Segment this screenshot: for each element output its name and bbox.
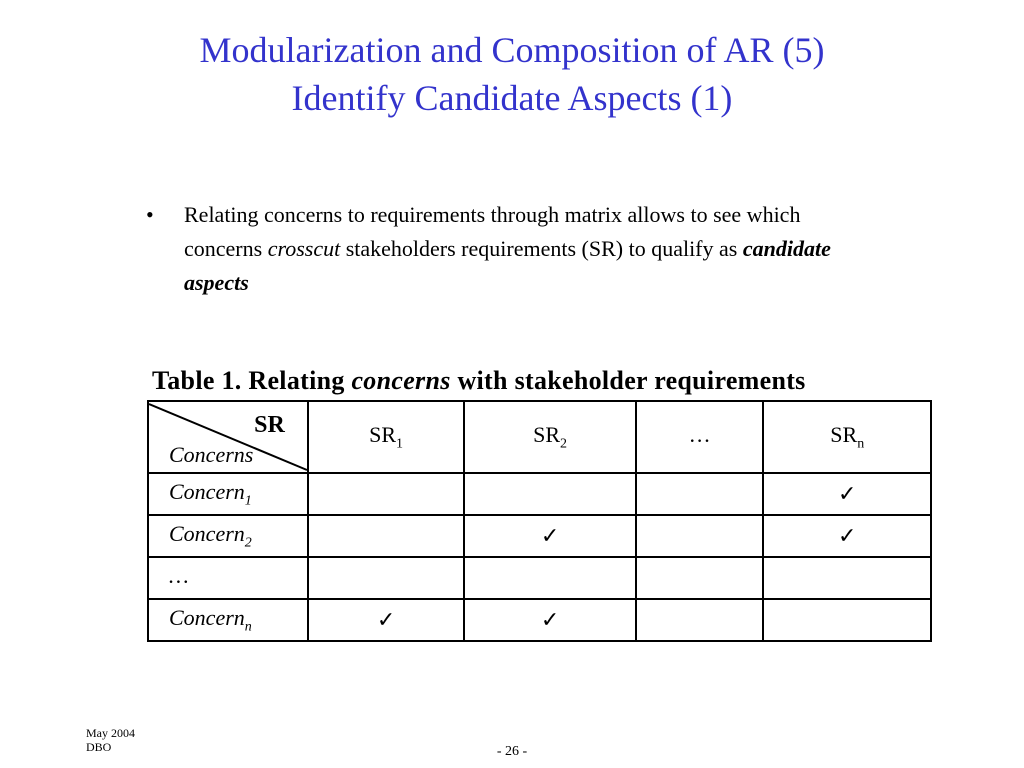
matrix-cell [308,557,465,599]
bullet-text-middle: stakeholders requirements (SR) to qualify as [340,236,743,261]
column-header-base: SR [533,421,561,447]
matrix-cell [636,599,764,641]
bullet-point [146,198,866,300]
row-header-base: Concern [169,604,245,630]
row-header-sub: 2 [244,535,252,551]
table-caption [152,366,806,396]
corner-cell [148,401,308,473]
row-header-base: … [169,562,189,588]
caption-suffix: with stakeholder requirements [450,366,806,395]
row-header-base: Concern [169,478,245,504]
column-header-sub: n [857,436,865,452]
matrix-cell [636,473,764,515]
row-header-sub: n [244,619,252,635]
title-line-2: Identify Candidate Aspects (1) [291,78,733,118]
column-header-base: … [688,421,711,447]
column-header-sub: 2 [560,436,568,452]
column-header-sub: 1 [396,436,404,452]
row-header-base: Concern [169,520,245,546]
table-row [148,557,931,599]
matrix-cell: ✓ [763,473,931,515]
matrix-cell [308,515,465,557]
row-header [148,557,308,599]
row-header [148,515,308,557]
table-row [148,515,931,557]
page-number: - 26 - [496,744,528,759]
caption-prefix: Table 1. Relating [152,366,352,395]
bullet-text [184,198,866,300]
column-header-base: SR [830,421,858,447]
row-header-sub: 1 [244,493,252,509]
bullet-text-before: Relating concerns to requirements through matrix allows to see which concerns [184,202,801,261]
column-header [763,401,931,473]
matrix-cell: ✓ [308,599,465,641]
matrix-cell [763,599,931,641]
matrix-cell [308,473,465,515]
column-header-base: SR [369,421,397,447]
bullet-crosscut: crosscut [267,236,341,261]
matrix-cell [636,515,764,557]
bullet-candidate-aspects: candidate aspects [184,236,831,295]
matrix-cell [636,557,764,599]
slide-title [0,26,1024,122]
table-row [148,599,931,641]
corner-sr-label: SR [254,412,285,438]
concern-requirement-matrix [147,400,932,642]
matrix-cell [464,473,636,515]
title-line-1: Modularization and Composition of AR (5) [199,30,825,70]
caption-emphasis: concerns [351,366,451,395]
bullet-dot-icon: • [146,202,154,227]
matrix-cell: ✓ [464,599,636,641]
column-header [464,401,636,473]
row-header [148,599,308,641]
table-row [148,473,931,515]
matrix-cell: ✓ [464,515,636,557]
row-header [148,473,308,515]
matrix-cell: ✓ [763,515,931,557]
footer-date: May 2004 [86,726,135,740]
matrix-cell [464,557,636,599]
matrix-cell [763,557,931,599]
column-header [308,401,465,473]
corner-concerns-label: Concerns [169,442,254,467]
table-header-row [148,401,931,473]
column-header [636,401,764,473]
footer-author: DBO [86,740,112,754]
